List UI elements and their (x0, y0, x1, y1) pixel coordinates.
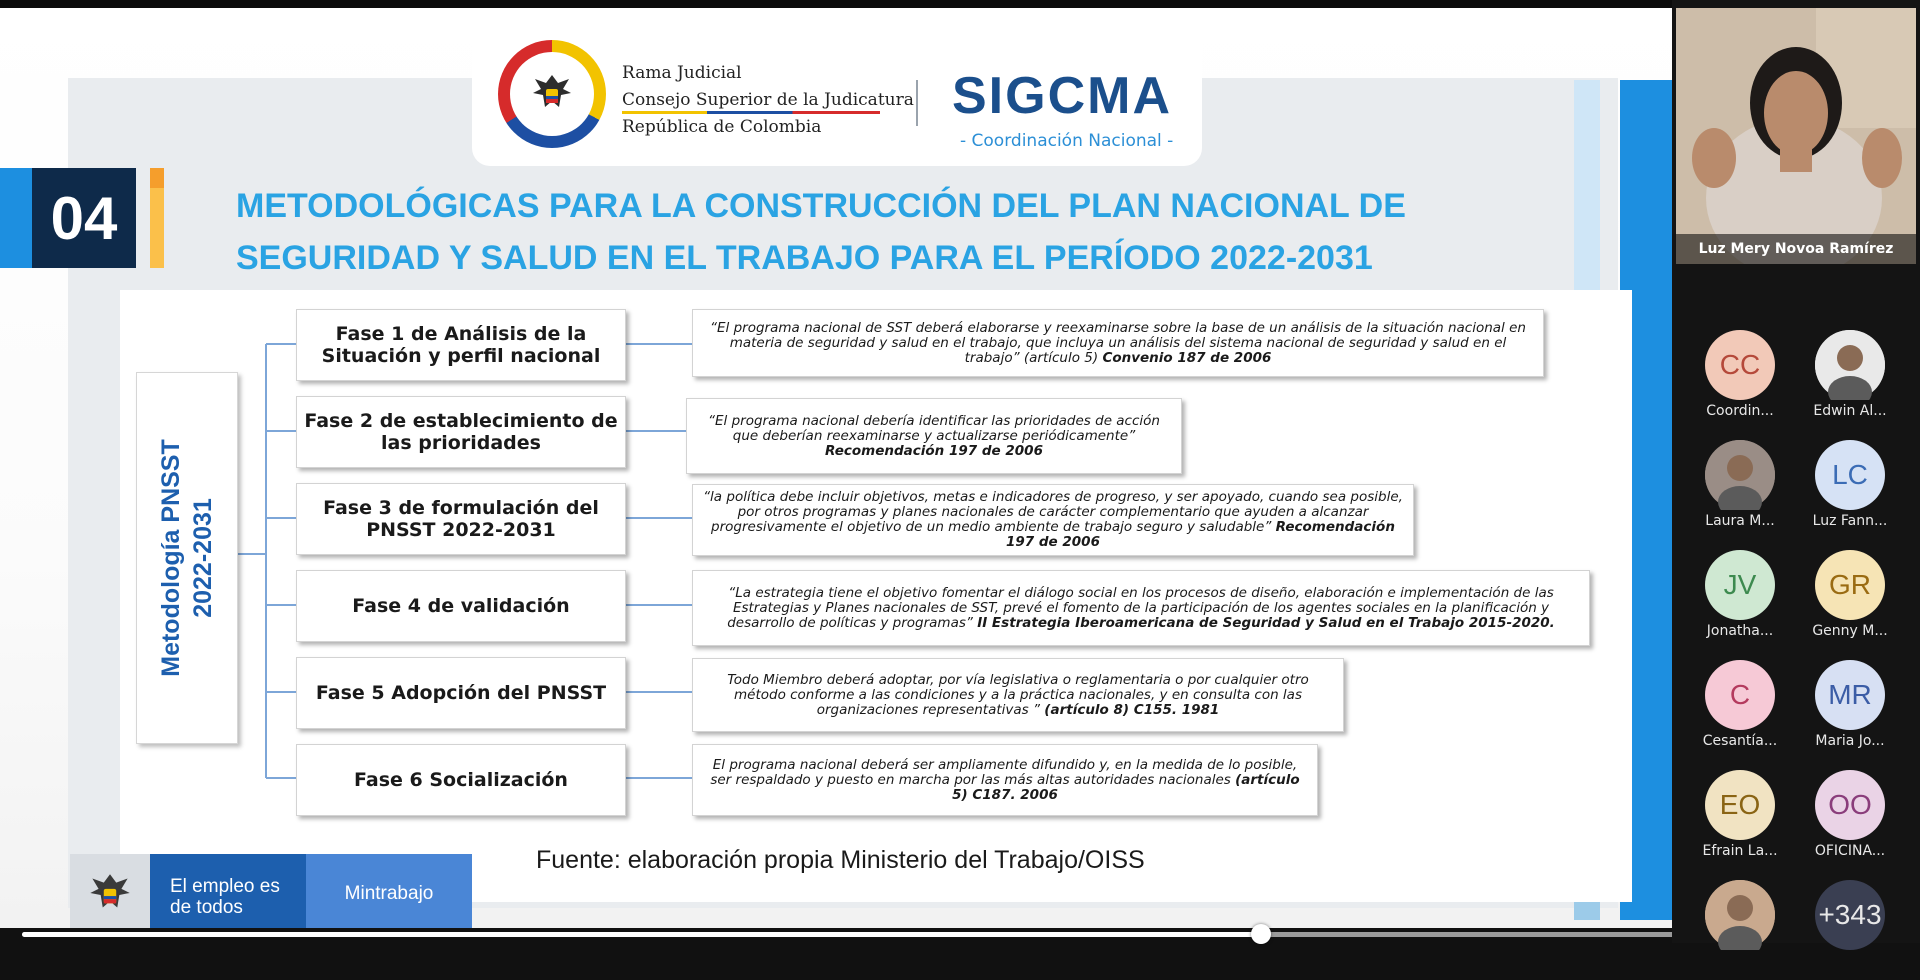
participant-avatar (1705, 660, 1775, 730)
phase-5-quote (692, 658, 1344, 732)
participant-initials: LC (1832, 459, 1868, 490)
participant-name: Laura M... (1705, 513, 1775, 529)
more-participants-badge (1815, 880, 1885, 950)
participant-tile[interactable] (1795, 660, 1905, 760)
quote-text: “La estrategia tiene el objetivo fomentar el diálogo social en los procesos de diseño, elaboración e implementación de las Estrategias y Planes nacionales de SST, prevé el fomento de la participación de los agentes sociales en la planificación y desarrollo de políticas y programas” (727, 584, 1554, 631)
phase-1-quote (692, 309, 1544, 377)
participant-tile[interactable] (1795, 440, 1905, 540)
section-accent (0, 168, 32, 268)
participant-avatar (1705, 770, 1775, 840)
participant-initials: MR (1828, 679, 1872, 710)
participant-name: Cesantía... (1702, 733, 1778, 749)
participant-tile[interactable] (1685, 770, 1795, 870)
participant-initials: CC (1719, 349, 1761, 380)
quote-source: (artículo 5) C187. 2006 (952, 771, 1300, 803)
participant-initials: +343 (1818, 899, 1882, 930)
participant-name: Genny M... (1812, 623, 1888, 639)
phase-3-box: Fase 3 de formulación del PNSST 2022-2031 (296, 483, 626, 555)
participant-tile[interactable] (1685, 550, 1795, 650)
participant-name: Efrain La... (1702, 843, 1778, 859)
participant-name: Jonatha... (1706, 623, 1774, 639)
participant-initials: OO (1828, 789, 1872, 820)
speaker-video[interactable] (1676, 8, 1916, 264)
rama-judicial-seal-icon (498, 40, 606, 148)
top-bar (0, 0, 1672, 8)
phase-1-box: Fase 1 de Análisis de la Situación y perfil nacional (296, 309, 626, 381)
participant-avatar (1705, 330, 1775, 400)
quote-text: Todo Miembro deberá adoptar, por vía legislativa o reglamentaria o por cualquier otro método conforme a las condiciones y a la práctica nacionales, y en consulta con las organizaciones representativas ” (727, 671, 1309, 718)
person-photo-icon (1705, 880, 1775, 950)
person-photo-icon (1705, 440, 1775, 510)
footer-slogan: El empleo es de todos (150, 854, 306, 928)
participant-avatar (1705, 440, 1775, 510)
quote-text: “El programa nacional debería identificar las prioridades de acción que deberían reexaminarse y actualizarse periódicamente” (708, 412, 1160, 444)
slide-title (236, 180, 1516, 284)
tricolor-divider (622, 111, 880, 114)
org-line-3: República de Colombia (622, 117, 822, 137)
org-line-1: Rama Judicial (622, 63, 742, 83)
participant-avatar (1815, 660, 1885, 730)
methodology-label-box (136, 372, 238, 744)
methodology-label: Metodología PNSST (157, 439, 185, 677)
participant-avatar (1705, 880, 1775, 950)
person-photo-icon (1815, 330, 1885, 400)
logo-separator (916, 80, 918, 126)
participant-avatar (1815, 770, 1885, 840)
decor-stripe-light (1574, 80, 1600, 300)
participant-name: OFICINA... (1814, 843, 1886, 859)
participant-name: Luz Fann... (1812, 513, 1888, 529)
quote-text: “la política debe incluir objetivos, metas e indicadores de progreso, y ser apoyado, cuando sea posible, por otros programas y planes nacionales de carácter complementario que ayuden a alcanzar progresivamente el objetivo de un medio ambiente de trabajo seguro y saludable” (703, 489, 1403, 535)
playback-scrubber-handle[interactable] (1251, 924, 1271, 944)
brand-subtitle: - Coordinación Nacional - (960, 131, 1174, 151)
participant-tile[interactable] (1685, 660, 1795, 760)
quote-source: II Estrategia Iberoamericana de Seguridad y Salud en el Trabajo 2015-2020. (977, 614, 1555, 631)
participant-tile[interactable] (1795, 330, 1905, 430)
participant-initials: GR (1829, 569, 1871, 600)
participant-name: Edwin Al... (1813, 403, 1887, 419)
section-number: 04 (32, 168, 136, 268)
participant-initials: JV (1723, 569, 1757, 600)
participant-tile[interactable] (1795, 770, 1905, 870)
phase-2-quote (686, 398, 1182, 474)
participant-tile[interactable] (1685, 440, 1795, 540)
participant-tile[interactable] (1685, 880, 1795, 980)
quote-source: Convenio 187 de 2006 (1102, 349, 1272, 366)
phase-4-box: Fase 4 de validación (296, 570, 626, 642)
source-caption: Fuente: elaboración propia Ministerio del Trabajo/OISS (536, 846, 1145, 874)
phase-4-quote (692, 570, 1590, 646)
quote-source: Recomendación 197 de 2006 (825, 442, 1043, 459)
playback-progress-fill (22, 932, 1261, 937)
participant-avatar (1815, 330, 1885, 400)
participant-tile[interactable] (1795, 880, 1905, 980)
speaker-name: Luz Mery Novoa Ramírez (1676, 234, 1916, 264)
title-line-2: SEGURIDAD Y SALUD EN EL TRABAJO PARA EL PERÍODO 2022-2031 (236, 239, 1373, 277)
participant-name: Maria Jo... (1815, 733, 1885, 749)
participant-tile[interactable] (1795, 550, 1905, 650)
organization-lines (622, 60, 914, 141)
brand-logo-text: SIGCMA (952, 67, 1172, 125)
quote-text: El programa nacional deberá ser ampliamente difundido y, en la medida de lo posible, ser respaldado y puesto en marcha por las más altas autoridades nacionales (710, 756, 1298, 788)
participant-name: Coordin... (1706, 403, 1774, 419)
phase-5-box: Fase 5 Adopción del PNSST (296, 657, 626, 729)
participant-tile[interactable] (1685, 330, 1795, 430)
phase-2-box: Fase 2 de establecimiento de las prioridades (296, 396, 626, 468)
participant-avatar (1815, 440, 1885, 510)
phase-3-quote (692, 484, 1414, 556)
shared-slide (0, 8, 1672, 928)
coat-of-arms-icon (525, 67, 579, 121)
methodology-period: 2022-2031 (189, 498, 217, 618)
participant-initials: EO (1719, 789, 1761, 820)
participant-avatar (1705, 550, 1775, 620)
phase-6-quote (692, 744, 1318, 816)
speaker-silhouette-icon (1676, 8, 1916, 264)
org-line-2: Consejo Superior de la Judicatura (622, 90, 914, 110)
phase-6-box: Fase 6 Socialización (296, 744, 626, 816)
section-orange-bar (150, 168, 164, 268)
footer-ministry: Mintrabajo (306, 854, 472, 928)
quote-text: “El programa nacional de SST deberá elaborarse y reexaminarse sobre la base de un análisis de la situación nacional en materia de seguridad y salud en el trabajo, que incluya un análisis del sistema nacional de seguridad y salud en el trabajo” (artículo 5) (710, 319, 1526, 366)
participant-avatar (1815, 550, 1885, 620)
quote-source: Recomendación 197 de 2006 (1006, 519, 1395, 550)
footer-coat-of-arms-icon (70, 854, 150, 928)
quote-source: (artículo 8) C155. 1981 (1044, 701, 1220, 718)
title-line-1: METODOLÓGICAS PARA LA CONSTRUCCIÓN DEL PLAN NACIONAL DE (236, 187, 1406, 225)
participant-initials: C (1729, 679, 1751, 710)
